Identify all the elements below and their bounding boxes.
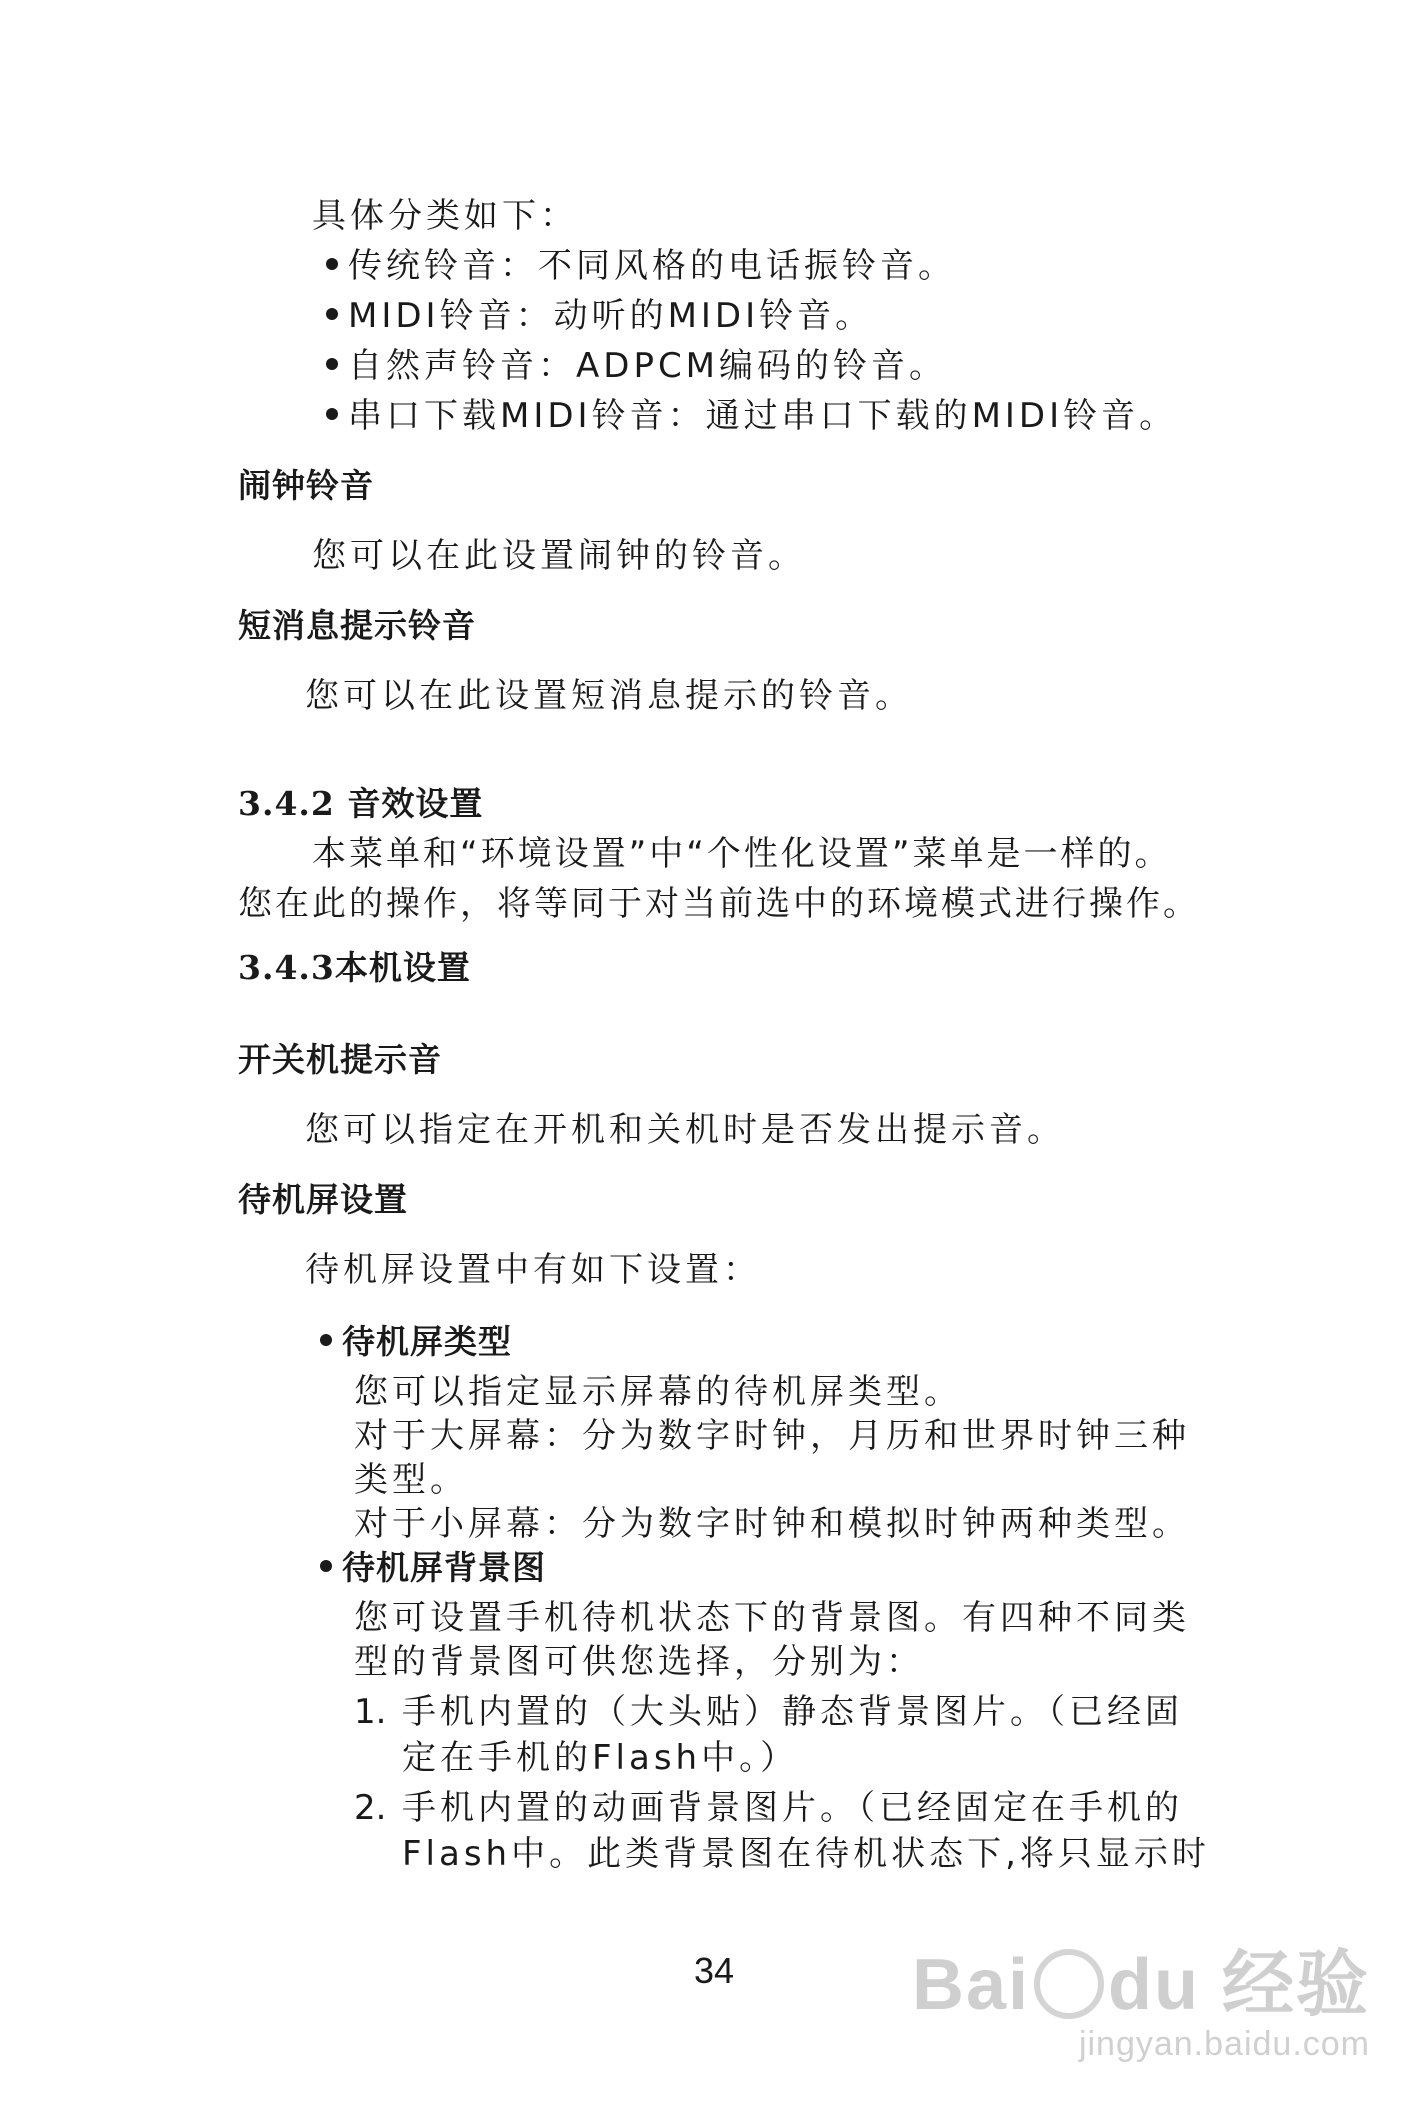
list-item-line: 定在手机的Flash中。） (402, 1738, 799, 1778)
power-tone-heading: 开关机提示音 (238, 1040, 442, 1079)
page-number: 34 (694, 1950, 735, 1991)
baidu-watermark (911, 1945, 1370, 2064)
sound-effects-heading: 3.4.2 音效设置 (238, 784, 484, 823)
watermark-brand: Bai du 经验 (911, 1945, 1370, 2026)
intro-text: 具体分类如下： (312, 196, 578, 236)
standby-type-line: 您可以指定显示屏幕的待机屏类型。 (354, 1372, 962, 1412)
list-item-number: 1. (354, 1692, 387, 1732)
bullet-icon (326, 258, 338, 270)
device-settings-heading: 3.4.3本机设置 (238, 948, 471, 987)
alarm-heading: 闹钟铃音 (238, 466, 374, 505)
power-tone-text: 您可以指定在开机和关机时是否发出提示音。 (305, 1110, 1065, 1150)
watermark-url: jingyan.baidu.com (1078, 2025, 1370, 2063)
bullet-icon (320, 1560, 332, 1572)
list-item-line: 手机内置的动画背景图片。（已经固定在手机的 (402, 1788, 1183, 1828)
ringtone-type-item: 串口下载MIDI铃音：通过串口下载的MIDI铃音。 (326, 394, 1177, 438)
sound-effects-line1: 本菜单和“环境设置”中“个性化设置”菜单是一样的。 (312, 834, 1172, 874)
standby-bg-line: 您可设置手机待机状态下的背景图。有四种不同类 (354, 1598, 1190, 1638)
bullet-icon (320, 1334, 332, 1346)
standby-bg-title: 待机屏背景图 (320, 1546, 546, 1590)
standby-type-line: 对于小屏幕：分为数字时钟和模拟时钟两种类型。 (354, 1504, 1190, 1544)
bullet-icon (326, 358, 338, 370)
standby-type-title: 待机屏类型 (320, 1320, 512, 1364)
bullet-icon (326, 408, 338, 420)
ringtone-type-item: MIDI铃音：动听的MIDI铃音。 (326, 294, 873, 338)
list-item-number: 2. (354, 1788, 387, 1828)
standby-heading: 待机屏设置 (238, 1180, 408, 1219)
standby-bg-line: 型的背景图可供您选择，分别为： (354, 1642, 924, 1682)
sms-text: 您可以在此设置短消息提示的铃音。 (305, 676, 913, 716)
standby-intro: 待机屏设置中有如下设置： (305, 1250, 761, 1290)
ringtone-type-item: 自然声铃音：ADPCM编码的铃音。 (326, 344, 947, 388)
bullet-icon (326, 308, 338, 320)
ringtone-type-item: 传统铃音：不同风格的电话振铃音。 (326, 244, 956, 288)
sound-effects-line2: 您在此的操作，将等同于对当前选中的环境模式进行操作。 (238, 884, 1200, 924)
standby-type-line: 类型。 (354, 1460, 468, 1500)
standby-type-line: 对于大屏幕：分为数字时钟，月历和世界时钟三种 (354, 1416, 1190, 1456)
alarm-text: 您可以在此设置闹钟的铃音。 (312, 536, 806, 576)
list-item-line: Flash中。此类背景图在待机状态下,将只显示时 (402, 1834, 1210, 1874)
list-item-line: 手机内置的（大头贴）静态背景图片。（已经固 (402, 1692, 1183, 1732)
paw-icon (1034, 1949, 1104, 2019)
sms-heading: 短消息提示铃音 (238, 606, 476, 645)
